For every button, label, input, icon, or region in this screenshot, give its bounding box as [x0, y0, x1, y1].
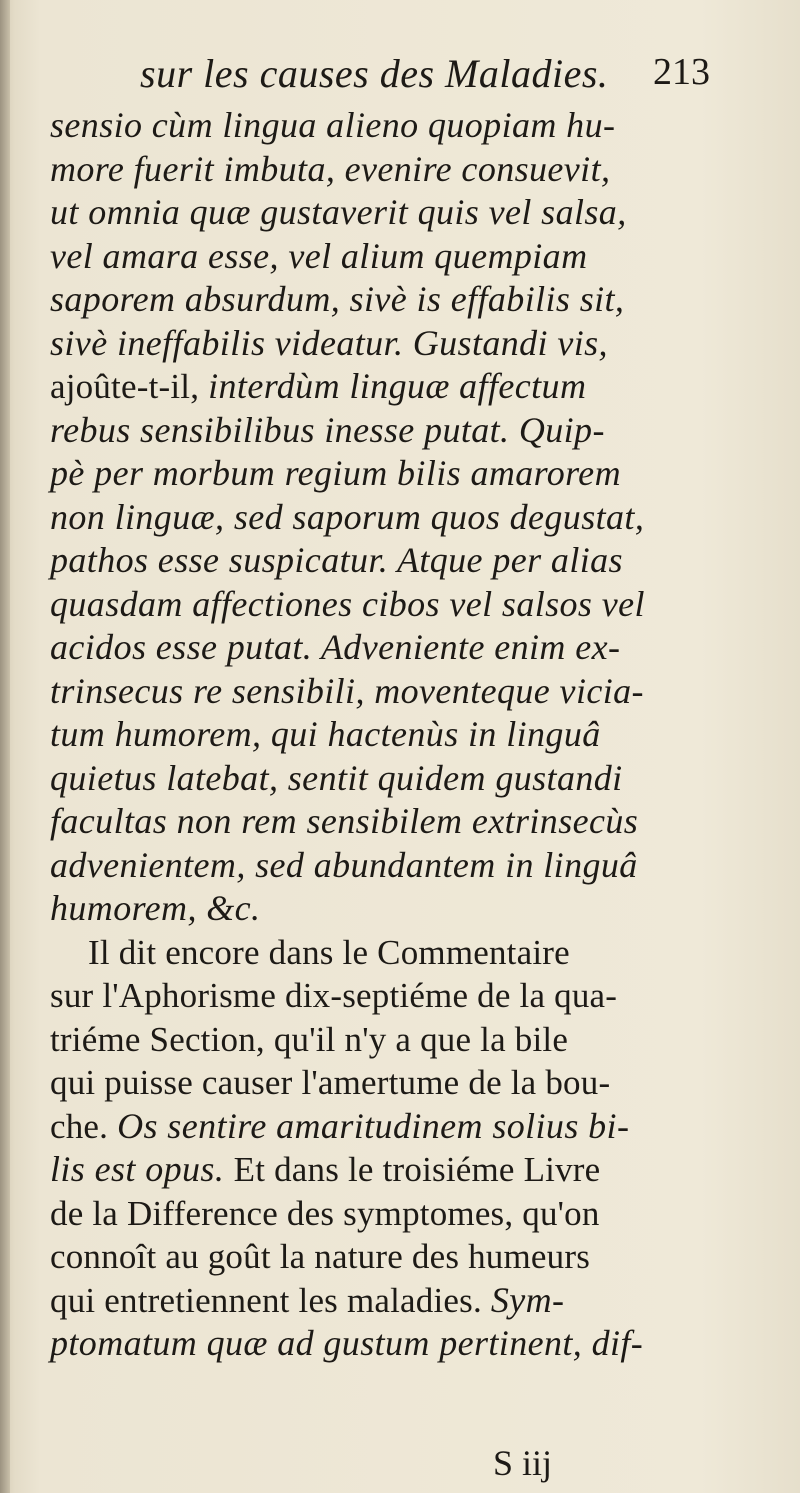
text-line	[50, 452, 750, 496]
french-text-segment: de la Difference des symptomes, qu'on	[50, 1193, 600, 1233]
text-line	[50, 1192, 750, 1236]
latin-quote-segment: non linguæ, sed saporum quos degustat,	[50, 496, 645, 537]
latin-quote-segment: quasdam affectiones cibos vel salsos vel	[50, 583, 645, 624]
latin-quote-segment: acidos esse putat. Adveniente enim ex-	[50, 627, 621, 667]
page-number: 213	[653, 51, 710, 93]
latin-quote-segment: quietus latebat, sentit quidem gustandi	[50, 757, 623, 798]
latin-quote-segment: Sym-	[490, 1279, 565, 1320]
latin-quote-segment: ptomatum quæ ad gustum pertinent, dif-	[50, 1323, 644, 1363]
text-line	[50, 1235, 750, 1279]
latin-quote-segment: ut omnia quæ gustaverit quis vel salsa,	[50, 192, 627, 232]
latin-quote-segment: lis est opus.	[50, 1149, 234, 1189]
text-line	[50, 365, 750, 409]
text-line	[50, 148, 750, 192]
latin-quote-segment: interdùm linguæ affectum	[208, 366, 587, 406]
text-line	[50, 191, 750, 235]
text-line	[50, 104, 750, 148]
text-line	[50, 278, 750, 322]
text-line	[50, 583, 750, 627]
text-line	[50, 1105, 750, 1149]
text-line	[50, 1148, 750, 1192]
text-line	[50, 496, 750, 540]
french-text-segment: che.	[50, 1106, 118, 1146]
latin-quote-segment: pè per morbum regium bilis amarorem	[50, 453, 621, 493]
latin-quote-segment: advenientem, sed abundantem in linguâ	[50, 844, 638, 885]
french-text-segment: sur l'Aphorisme dix-septiéme de la qua-	[50, 976, 618, 1015]
french-text-segment: connoît au goût la nature des humeurs	[50, 1237, 591, 1276]
latin-quote-segment: sivè ineffabilis videatur. Gustandi vis,	[50, 322, 608, 363]
running-title: sur les causes des Maladies.	[140, 51, 609, 96]
text-line	[50, 713, 750, 757]
page-gutter-shadow	[0, 0, 10, 1493]
french-text-segment: Il dit encore dans le Commentaire	[88, 932, 570, 972]
text-line	[50, 974, 750, 1018]
french-text-segment: ajoûte-t-il,	[50, 367, 209, 406]
text-line	[50, 757, 750, 801]
text-line	[50, 844, 750, 888]
french-text-segment: qui entretiennent les maladies.	[50, 1280, 491, 1320]
french-text-segment: qui puisse causer l'amertume de la bou-	[50, 1063, 611, 1102]
latin-quote-segment: Os sentire amaritudinem solius bi-	[117, 1105, 630, 1146]
latin-quote-segment: trinsecus re sensibili, moventeque vicia-	[50, 670, 644, 711]
text-line	[50, 887, 750, 931]
latin-quote-segment: vel amara esse, vel alium quempiam	[50, 235, 588, 276]
latin-quote-segment: rebus sensibilibus inesse putat. Quip-	[50, 409, 605, 450]
french-text-segment: triéme Section, qu'il n'y a que la bile	[50, 1019, 569, 1059]
text-line	[50, 1279, 750, 1323]
french-text-segment: Et dans le troisiéme Livre	[233, 1150, 601, 1189]
text-line	[50, 1061, 750, 1105]
latin-quote-segment: humorem, &c.	[50, 888, 261, 928]
latin-quote-segment: saporem absurdum, sivè is effabilis sit,	[50, 279, 625, 319]
text-line	[50, 670, 750, 714]
signature-mark: S iij	[493, 1443, 553, 1483]
latin-quote-segment: sensio cùm lingua alieno quopiam hu-	[50, 105, 616, 145]
text-line	[50, 409, 750, 453]
page-header	[140, 42, 710, 102]
text-line	[50, 931, 750, 975]
body-text	[50, 104, 750, 1366]
text-line	[50, 800, 750, 844]
text-line	[50, 1322, 750, 1366]
text-line	[50, 235, 750, 279]
latin-quote-segment: more fuerit imbuta, evenire consuevit,	[50, 148, 611, 189]
latin-quote-segment: pathos esse suspicatur. Atque per alias	[50, 540, 623, 580]
text-line	[50, 1018, 750, 1062]
text-line	[50, 626, 750, 670]
text-line	[50, 539, 750, 583]
text-line	[50, 322, 750, 366]
latin-quote-segment: tum humorem, qui hactenùs in linguâ	[50, 714, 601, 754]
latin-quote-segment: facultas non rem sensibilem extrinsecùs	[50, 801, 639, 841]
